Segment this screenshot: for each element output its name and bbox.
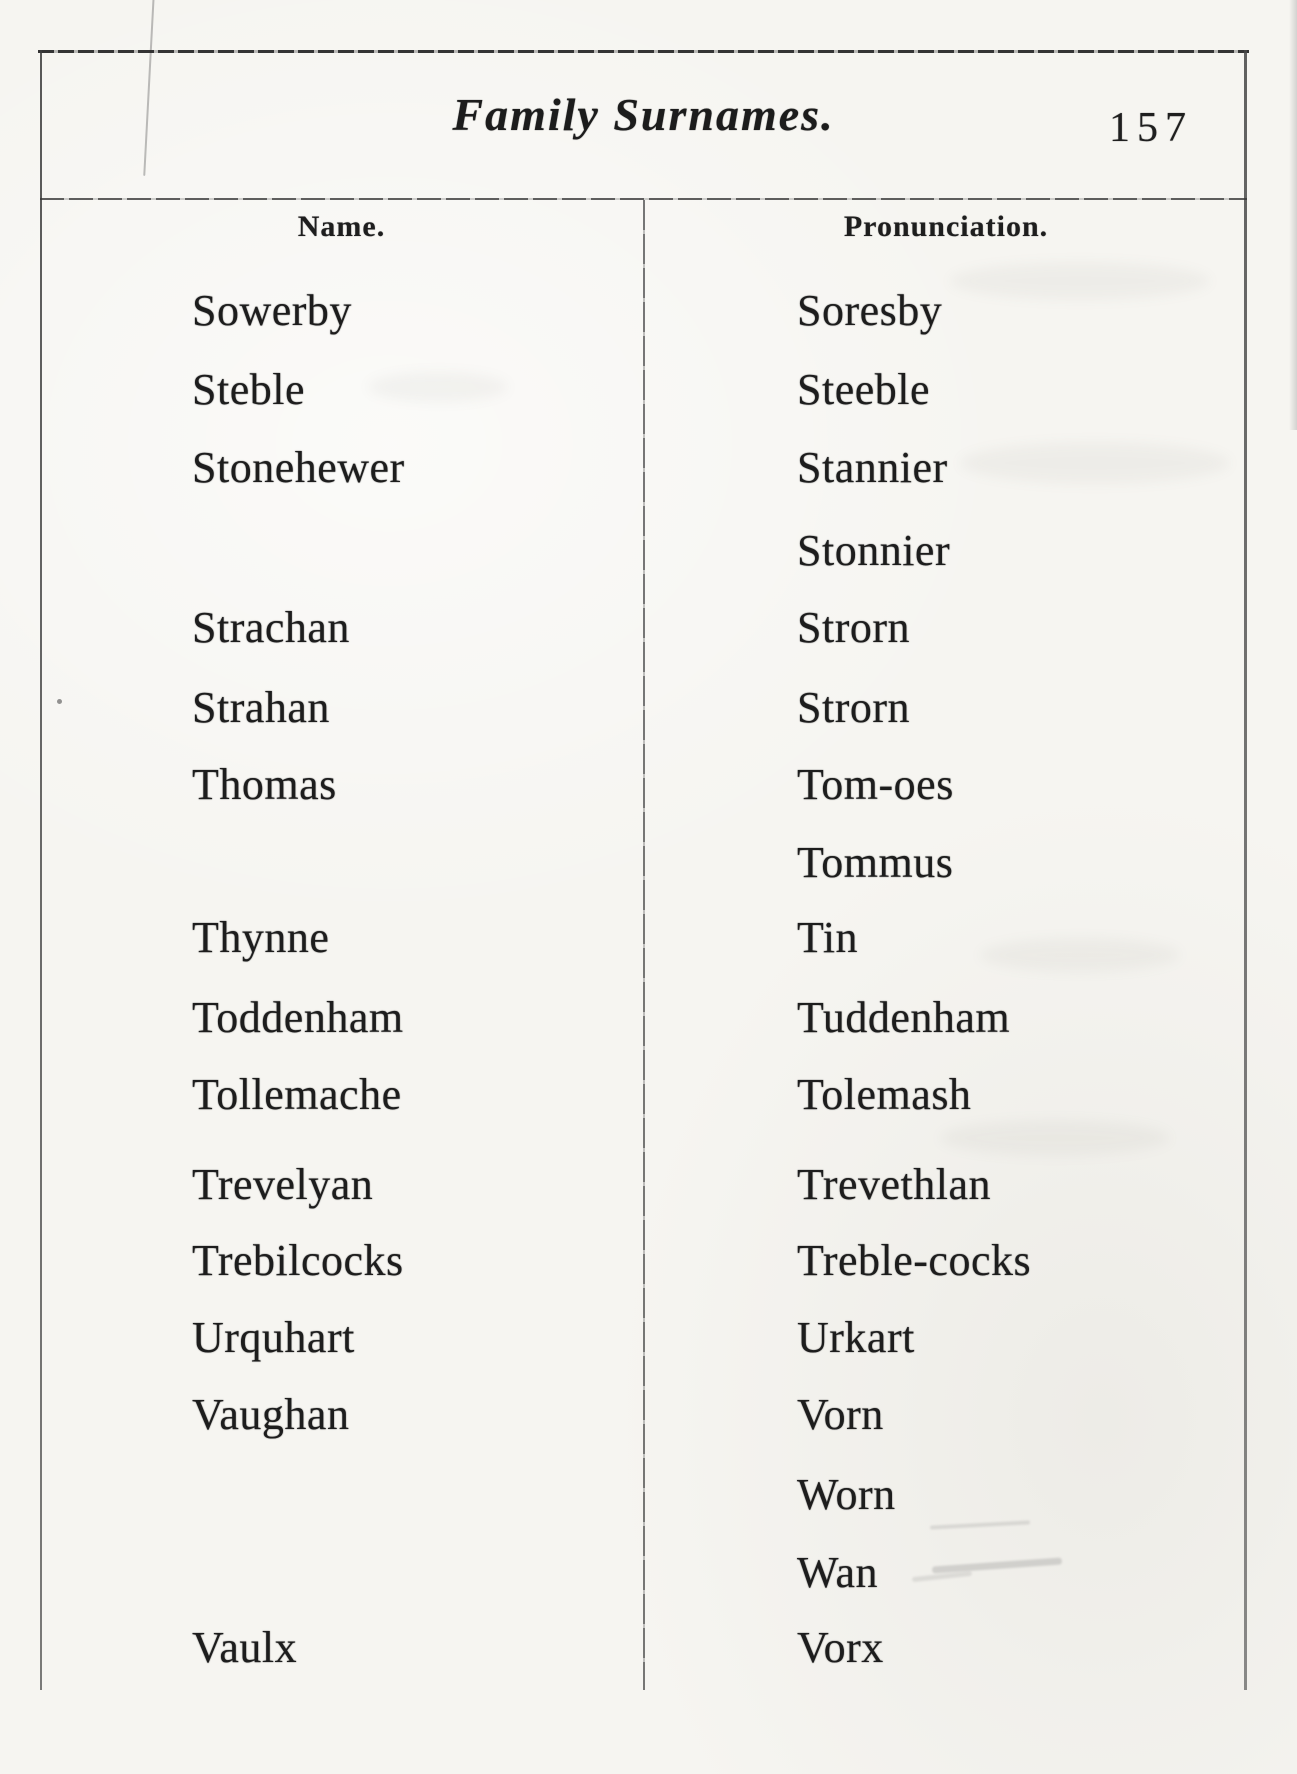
- name-cell: Strahan: [192, 683, 330, 732]
- table-row: [40, 442, 1247, 504]
- table-row: [40, 1312, 1247, 1374]
- pronunciation-cell: Stonnier: [797, 526, 951, 575]
- name-cell: Toddenham: [192, 993, 404, 1042]
- name-cell: Trebilcocks: [192, 1236, 404, 1285]
- name-cell: Thomas: [192, 760, 337, 809]
- table-row: [40, 285, 1247, 347]
- pronunciation-cell: Worn: [797, 1470, 896, 1519]
- table-row: [40, 1389, 1247, 1451]
- surname-table: [40, 50, 1247, 1690]
- name-cell: Vaulx: [192, 1623, 298, 1672]
- name-cell: Steble: [192, 365, 305, 414]
- page-number: 157: [1109, 105, 1193, 151]
- name-cell: Strachan: [192, 603, 350, 652]
- pronunciation-cell: Urkart: [797, 1313, 915, 1362]
- table-row: [40, 912, 1247, 974]
- pronunciation-cell: Tommus: [797, 838, 954, 887]
- pronunciation-cell: Vorx: [797, 1623, 884, 1672]
- pronunciation-cell: Trevethlan: [797, 1160, 992, 1209]
- table-row: [40, 602, 1247, 664]
- table-row: [40, 837, 1247, 899]
- table-row: [40, 1547, 1247, 1609]
- pronunciation-cell: Wan: [797, 1548, 879, 1597]
- scan-edge-shadow: [1289, 0, 1297, 430]
- column-header-pronunciation: Pronunciation.: [843, 210, 1049, 243]
- name-cell: Sowerby: [192, 286, 352, 335]
- pronunciation-cell: Tolemash: [797, 1070, 972, 1119]
- name-cell: Tollemache: [192, 1070, 402, 1119]
- pronunciation-cell: Strorn: [797, 603, 910, 652]
- table-row: [40, 525, 1247, 587]
- table-row: [40, 1235, 1247, 1297]
- table-row: [40, 1159, 1247, 1221]
- name-cell: Urquhart: [192, 1313, 355, 1362]
- pronunciation-cell: Soresby: [797, 286, 943, 335]
- pronunciation-cell: Tom-oes: [797, 760, 954, 809]
- table-row: [40, 992, 1247, 1054]
- page-frame: [40, 50, 1247, 1690]
- pronunciation-cell: Vorn: [797, 1390, 884, 1439]
- name-cell: Stonehewer: [192, 443, 405, 492]
- table-row: [40, 682, 1247, 744]
- column-header-name: Name.: [297, 210, 386, 243]
- table-row: [40, 759, 1247, 821]
- pronunciation-cell: Treble-cocks: [797, 1236, 1032, 1285]
- pronunciation-cell: Steeble: [797, 365, 931, 414]
- table-row: [40, 1069, 1247, 1131]
- name-cell: Trevelyan: [192, 1160, 374, 1209]
- pronunciation-cell: Stannier: [797, 443, 948, 492]
- table-row: [40, 1622, 1247, 1684]
- pronunciation-cell: Tin: [797, 913, 859, 962]
- table-row: [40, 364, 1247, 426]
- name-cell: Vaughan: [192, 1390, 350, 1439]
- name-cell: Thynne: [192, 913, 330, 962]
- table-row: [40, 1469, 1247, 1531]
- page-title: Family Surnames.: [452, 89, 835, 140]
- pronunciation-cell: Strorn: [797, 683, 910, 732]
- pronunciation-cell: Tuddenham: [797, 993, 1011, 1042]
